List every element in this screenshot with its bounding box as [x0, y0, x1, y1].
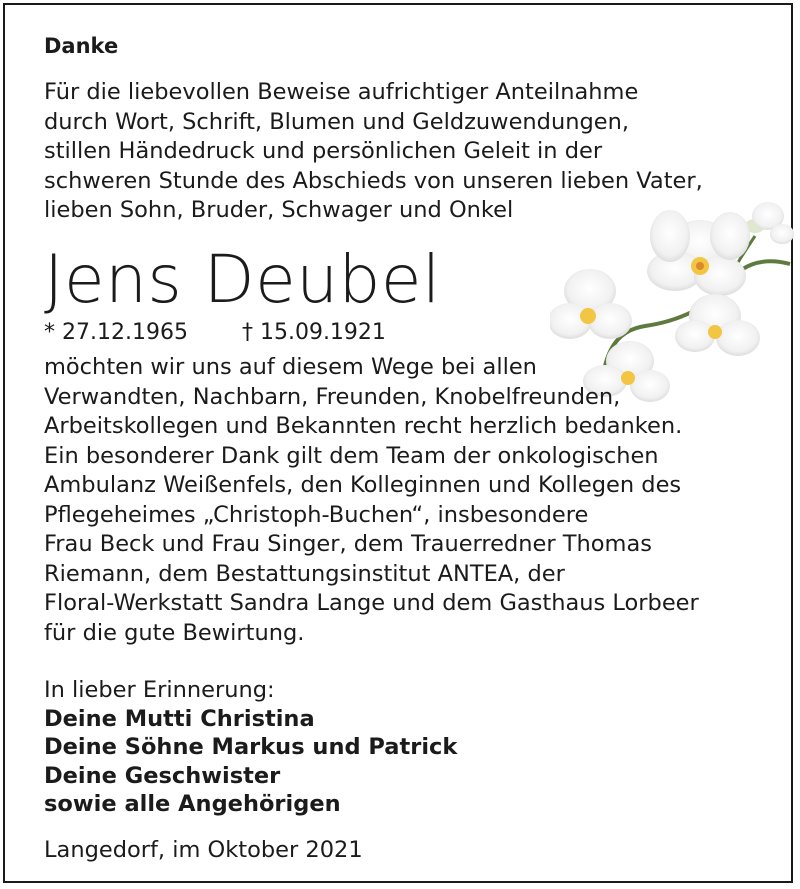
thanks-line: Riemann, dem Bestattungsinstitut ANTEA, der	[44, 560, 565, 587]
birth-date: * 27.12.1965	[44, 320, 188, 345]
orchid-flower-left	[550, 269, 632, 339]
intro-line: Für die liebevollen Beweise aufrichtiger Anteilnahme	[44, 79, 639, 105]
intro-line: schweren Stunde des Abschieds von unseren lieben Vater,	[44, 167, 703, 194]
signature-block	[44, 676, 457, 819]
orchid-bud	[752, 202, 794, 244]
signatory: sowie alle Angehörigen	[44, 791, 341, 817]
thanks-text	[44, 353, 699, 648]
signatory: Deine Söhne Markus und Patrick	[44, 734, 458, 760]
deceased-name: Jens Deubel	[44, 241, 441, 318]
thanks-line: Frau Beck und Frau Singer, dem Trauerredner Thomas	[44, 531, 652, 557]
thanks-line: möchten wir uns auf diesem Wege bei allen	[44, 354, 537, 380]
orchid-flower-right	[675, 294, 760, 356]
life-dates	[44, 320, 386, 345]
heading: Danke	[44, 34, 119, 58]
intro-line: lieben Sohn, Bruder, Schwager und Onkel	[44, 197, 514, 223]
thanks-line: Verwandten, Nachbarn, Freunden, Knobelfreunden,	[44, 383, 621, 410]
thanks-line: Ein besonderer Dank gilt dem Team der onkologischen	[44, 442, 659, 469]
death-date: † 15.09.1921	[241, 320, 386, 345]
thanks-line: Floral-Werkstatt Sandra Lange und dem Gasthaus Lorbeer	[44, 590, 699, 616]
thanks-line: Arbeitskollegen und Bekannten recht herzlich bedanken.	[44, 413, 683, 439]
memory-label: In lieber Erinnerung:	[44, 677, 275, 703]
intro-line: stillen Händedruck und persönlichen Geleit in der	[44, 138, 603, 164]
signatory: Deine Mutti Christina	[44, 705, 315, 732]
thanks-line: Pflegeheimes „Christoph-Buchen“, insbesondere	[44, 501, 589, 528]
thanks-line: Ambulanz Weißenfels, den Kolleginnen und Kollegen des	[44, 472, 682, 498]
orchid-flower-top	[647, 210, 750, 296]
signatory: Deine Geschwister	[44, 762, 281, 789]
place-date: Langedorf, im Oktober 2021	[44, 837, 363, 863]
thanks-line: für die gute Bewirtung.	[44, 619, 305, 646]
intro-line: durch Wort, Schrift, Blumen und Geldzuwendungen,	[44, 108, 630, 135]
